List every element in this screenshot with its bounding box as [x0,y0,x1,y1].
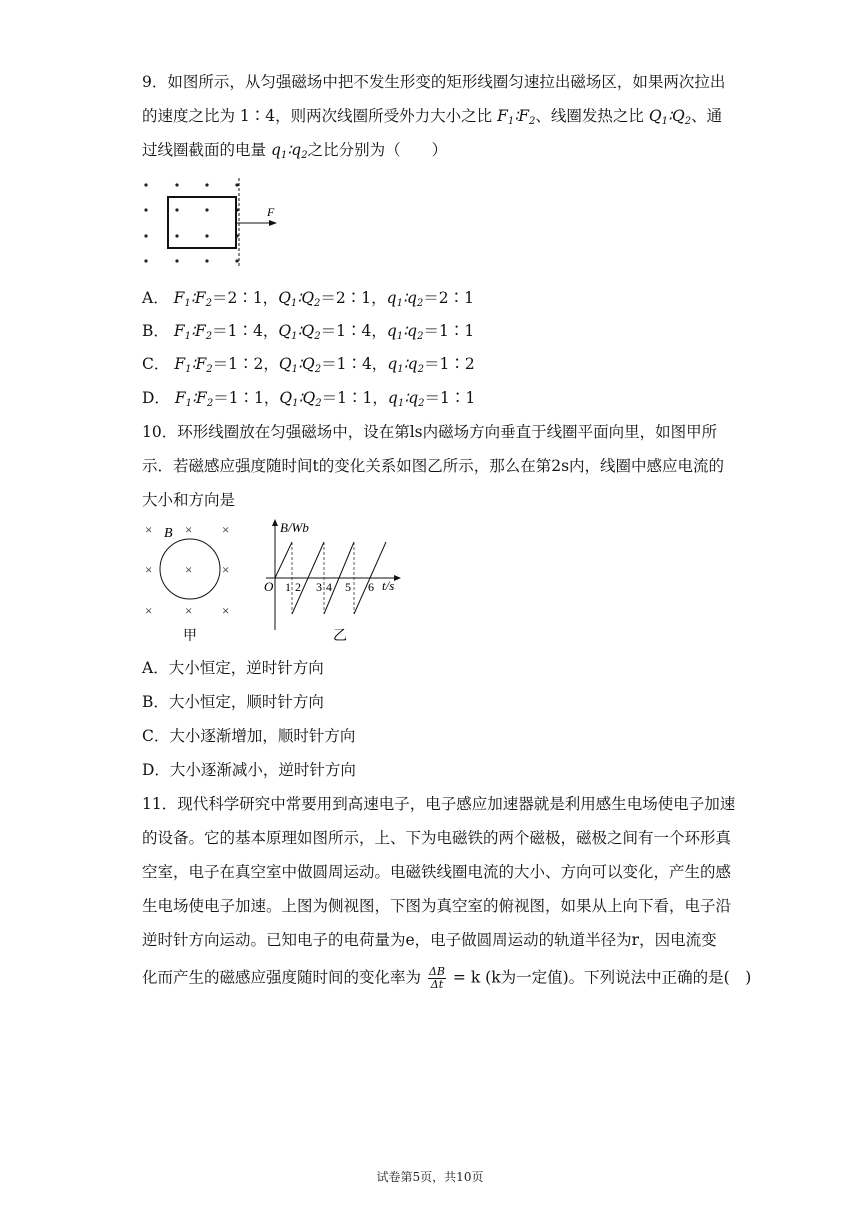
q11-line6-post: = k (k为一定值)。下列说法中正确的是( ) [452,968,752,987]
tick-3: 3 [316,580,322,594]
q11-line6-pre: 化而产生的磁感应强度随时间的变化率为 [142,968,422,987]
q9-text-line2 [142,106,722,132]
rate-fraction [428,966,446,991]
q11-text-line6 [142,966,751,991]
fraction-denominator: Δt [430,978,444,991]
q9-line3-pre: 过线圈截面的电量 [142,141,267,159]
svg-text:×: × [222,603,230,618]
force-label: F [267,205,275,219]
svg-text:×: × [185,603,193,618]
q9-line2-post: 、通 [691,107,723,125]
svg-text:×: × [222,562,230,577]
tick-6: 6 [368,580,374,594]
q9-option-a: A． $F_1∶F_2=2∶1$，$Q_1∶Q_2=2∶1$，$q_1∶q_2=2∶1$ [142,289,475,309]
tick-4: 4 [326,580,332,594]
svg-text:×: × [222,522,230,537]
q9-option-b: B． $F_1∶F_2=1∶4$，$Q_1∶Q_2=1∶4$，$q_1∶q_2=1∶1$ [142,322,475,342]
y-axis-arrow [272,519,278,526]
q11-text-line2: 的设备。它的基本原理如图所示，上、下为电磁铁的两个磁极，磁极之间有一个环形真 [142,829,732,847]
fraction-numerator: ΔB [428,965,445,978]
q10-figure-jia [140,520,240,644]
svg-text:×: × [145,603,153,618]
opt-a-force: $F_1∶F_2$ [173,289,212,309]
q9-line2-pre: 的速度之比为 1∶4，则两次线圈所受外力大小之比 [142,107,493,125]
q10-option-b: B．大小恒定，顺时针方向 [142,693,324,711]
q10-option-c: C．大小逐渐增加，顺时针方向 [142,727,356,745]
x-axis-arrow [394,575,401,581]
origin-label: O [264,579,274,594]
svg-text:×: × [185,522,193,537]
field-cross-marks [145,522,229,618]
q10-text-line2: 示．若磁感应强度随时间t的变化关系如图乙所示，那么在第2s内，线圈中感应电流的 [142,457,725,475]
q9-charge-ratio: $q_1∶q_2$ [270,141,308,161]
q10-option-a: A．大小恒定，逆时针方向 [142,659,324,677]
caption-yi: 乙 [333,629,347,644]
q9-q-ratio: $Q_1∶Q_2$ [648,107,692,127]
q11-text-line3: 空室，电子在真空室中做圆周运动。电磁铁线圈电流的大小、方向可以变化，产生的感 [142,863,732,881]
option-letter: C． [142,355,170,373]
option-letter: A． [142,289,169,307]
q9-f-ratio: $F_1∶F_2$ [497,107,536,127]
tick-1: 1 [285,580,291,594]
q11-text-line4: 生电场使电子加速。上图为侧视图，下图为真空室的俯视图，如果从上向下看，电子沿 [142,897,732,915]
q9-line2-mid: 、线圈发热之比 [535,107,644,125]
y-axis-label: B/Wb [280,520,309,535]
tick-2: 2 [295,580,301,594]
svg-text:×: × [145,522,153,537]
q9-text-line3 [142,140,447,166]
tick-5: 5 [345,580,351,594]
q10-figure-yi [258,518,408,644]
q9-text-line1: 9．如图所示，从匀强磁场中把不发生形变的矩形线圈匀速拉出磁场区，如果两次拉出 [142,73,726,91]
page-footer: 试卷第5页，共10页 [376,1170,484,1184]
rectangular-coil [168,197,236,248]
x-axis-label: t/s [382,578,395,593]
q10-text-line1: 10．环形线圈放在匀强磁场中，设在第ls内磁场方向垂直于线圈平面向里，如图甲所 [142,423,718,441]
q10-text-line3: 大小和方向是 [142,491,236,509]
svg-text:×: × [145,562,153,577]
option-letter: B． [142,322,169,340]
svg-text:×: × [185,562,193,577]
magnetic-field-dots [144,183,238,262]
q9-option-c: C． $F_1∶F_2=1∶2$，$Q_1∶Q_2=1∶4$，$q_1∶q_2=1∶2$ [142,355,475,375]
caption-jia: 甲 [183,629,197,644]
q9-line3-post: 之比分别为（ ） [307,141,448,159]
q9-figure [140,176,290,268]
option-letter: D． [142,389,170,407]
q11-text-line1: 11．现代科学研究中常要用到高速电子，电子感应加速器就是利用感生电场使电子加速 [142,795,736,813]
x-ticks [285,580,374,594]
q9-option-d: D． $F_1∶F_2=1∶1$，$Q_1∶Q_2=1∶1$，$q_1∶q_2=1∶1$ [142,389,476,409]
force-arrow-head [269,220,277,226]
q10-option-d: D．大小逐渐减小，逆时针方向 [142,761,356,779]
q11-text-line5: 逆时针方向运动。已知电子的电荷量为e，电子做圆周运动的轨道半径为r，因电流变 [142,931,717,949]
field-b-label: B [164,526,173,541]
